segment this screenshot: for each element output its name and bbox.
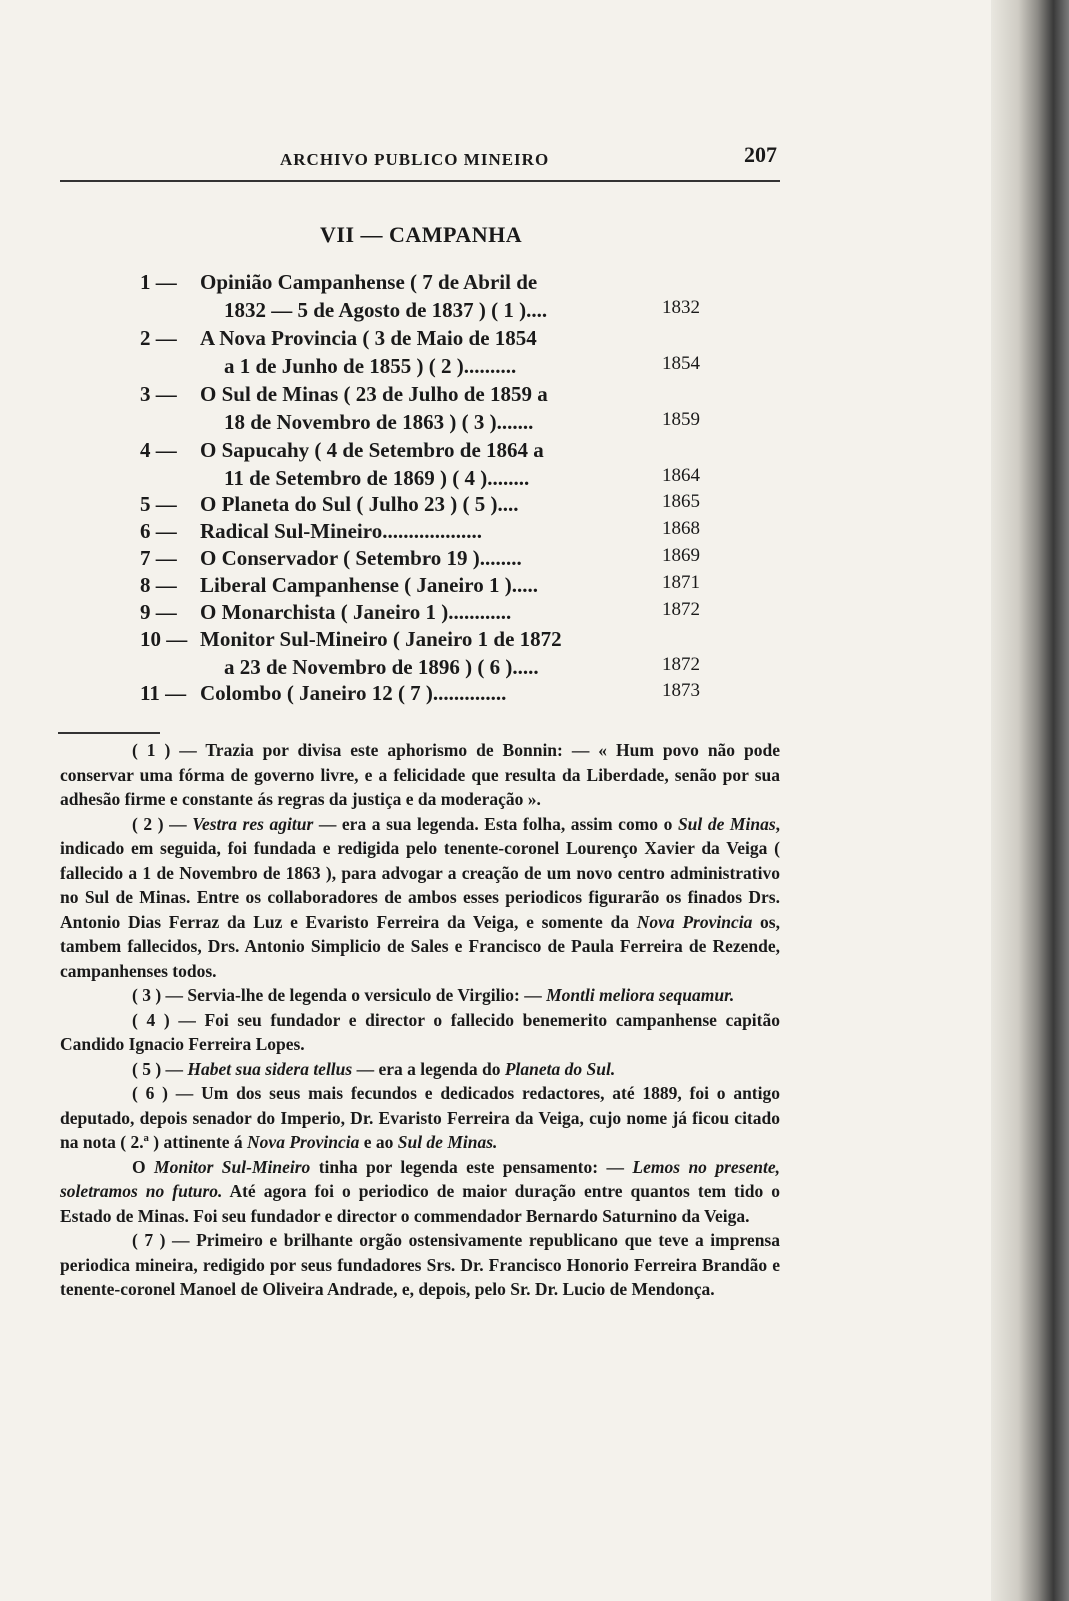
entry-year: 1865 xyxy=(662,491,700,512)
footnote-2: ( 2 ) — Vestra res agitur — era a sua legenda. Esta folha, assim como o Sul de Minas, indicado em seguida, foi fundada e redigida pelo tenente-coronel Lourenço Xavier da Veiga ( fallecido a 1 de Novembro de 1863 ), para advogar a creação de um novo centro administrativo no Sul de Minas. Entre os collaboradores de ambos esses periodicos figurarão os finados Drs. Antonio Dias Ferraz da Luz e Evaristo Ferreira da Veiga, e somente da Nova Provincia os, tambem fallecidos, Drs. Antonio Simplicio de Sales e Francisco de Paula Ferreira de Rezende, campanhenses todos. xyxy=(60,813,781,981)
entry-text-continued: a 23 de Novembro de 1896 ) ( 6 )..... xyxy=(224,655,539,679)
entry-year: 1854 xyxy=(662,353,700,374)
entry-year: 1832 xyxy=(662,297,700,318)
footnote-rule xyxy=(58,732,160,734)
footnote-3: ( 3 ) — Servia-lhe de legenda o versiculo de Virgilio: — Montli meliora sequamur. xyxy=(132,985,735,1005)
entry-number: 4 — xyxy=(140,438,177,462)
entry-text: O Monarchista ( Janeiro 1 )............ xyxy=(200,600,512,624)
entry-text: A Nova Provincia ( 3 de Maio de 1854 xyxy=(200,326,537,350)
entry-text: O Conservador ( Setembro 19 )........ xyxy=(200,546,522,570)
list-item xyxy=(140,625,700,681)
footnote-7: ( 7 ) — Primeiro e brilhante orgão ostensivamente republicano que teve a imprensa periodica mineira, redigido por seus fundadores Srs. Dr. Francisco Honorio Ferreira Brandão e tenente-coronel Manoel de Oliveira Andrade, e, depois, pelo Sr. Dr. Lucio de Mendonça. xyxy=(60,1230,780,1299)
section-title: VII — CAMPANHA xyxy=(320,222,523,247)
entry-year: 1869 xyxy=(662,545,700,566)
list-item xyxy=(140,380,700,436)
entry-number: 9 — xyxy=(140,600,177,624)
entry-year: 1868 xyxy=(662,518,700,539)
entry-number: 10 — xyxy=(140,627,188,651)
list-item xyxy=(140,544,700,572)
entry-number: 7 — xyxy=(140,546,177,570)
footnote-1: ( 1 ) — Trazia por divisa este aphorismo de Bonnin: — « Hum povo não pode conservar uma fórma de governo livre, e a felicidade que resulta da Liberdade, senão por sua adhesão firme e constante ás regras da justiça e da moderação ». xyxy=(60,740,780,809)
entry-number: 6 — xyxy=(140,519,177,543)
entry-number: 5 — xyxy=(140,492,177,516)
entry-text: O Sapucahy ( 4 de Setembro de 1864 a xyxy=(200,438,544,462)
list-item xyxy=(140,324,700,380)
list-item xyxy=(140,679,700,707)
entry-number: 3 — xyxy=(140,382,177,406)
footnote-4: ( 4 ) — Foi seu fundador e director o fallecido benemerito campanhense capitão Candido Ignacio Ferreira Lopes. xyxy=(60,1009,780,1054)
entry-number: 11 — xyxy=(140,681,187,705)
entry-text-continued: 11 de Setembro de 1869 ) ( 4 )........ xyxy=(224,466,530,490)
entry-number: 1 — xyxy=(140,270,177,294)
footnotes xyxy=(60,738,780,1302)
entry-text: Monitor Sul-Mineiro ( Janeiro 1 de 1872 xyxy=(200,627,562,651)
list-item xyxy=(140,268,700,324)
entry-text: Radical Sul-Mineiro................... xyxy=(200,519,482,543)
entry-year: 1872 xyxy=(662,599,700,620)
entry-text-continued: a 1 de Junho de 1855 ) ( 2 ).......... xyxy=(224,354,517,378)
entry-year: 1871 xyxy=(662,572,700,593)
entry-text: O Planeta do Sul ( Julho 23 ) ( 5 ).... xyxy=(200,492,519,516)
header-rule xyxy=(60,180,780,182)
list-item xyxy=(140,517,700,545)
page-number: 207 xyxy=(744,142,777,167)
entry-number: 8 — xyxy=(140,573,177,597)
entry-text-continued: 18 de Novembro de 1863 ) ( 3 )....... xyxy=(224,410,534,434)
list-item xyxy=(140,436,700,492)
list-item xyxy=(140,571,700,599)
entry-text-continued: 1832 — 5 de Agosto de 1837 ) ( 1 ).... xyxy=(224,298,548,322)
entry-text: Opinião Campanhense ( 7 de Abril de xyxy=(200,270,538,294)
entry-text: Liberal Campanhense ( Janeiro 1 )..... xyxy=(200,573,538,597)
entry-text: O Sul de Minas ( 23 de Julho de 1859 a xyxy=(200,382,548,406)
entry-text: Colombo ( Janeiro 12 ( 7 ).............. xyxy=(200,681,507,705)
entry-year: 1859 xyxy=(662,409,700,430)
footnote-6: ( 6 ) — Um dos seus mais fecundos e dedicados redactores, até 1889, foi o antigo deputado, depois senador do Imperio, Dr. Evaristo Ferreira da Veiga, cujo nome já ficou citado na nota ( 2.ª ) attinente á Nova Provincia e ao Sul de Minas. xyxy=(60,1083,780,1152)
list-item xyxy=(140,490,700,518)
entry-year: 1872 xyxy=(662,654,700,675)
entry-number: 2 — xyxy=(140,326,177,350)
footnote-6-continued: O Monitor Sul-Mineiro tinha por legenda este pensamento: — Lemos no presente, soletramos no futuro. Até agora foi o periodico de maior duração entre quantos tem tido o Estado de Minas. Foi seu fundador e director o commendador Bernardo Saturnino da Veiga. xyxy=(60,1156,780,1226)
list-item xyxy=(140,598,700,626)
entry-year: 1864 xyxy=(662,465,700,486)
entry-year: 1873 xyxy=(662,680,700,701)
book-spine-shadow xyxy=(991,0,1069,1601)
footnote-5: ( 5 ) — Habet sua sidera tellus — era a legenda do Planeta do Sul. xyxy=(132,1058,616,1079)
running-head: ARCHIVO PUBLICO MINEIRO xyxy=(280,150,550,169)
